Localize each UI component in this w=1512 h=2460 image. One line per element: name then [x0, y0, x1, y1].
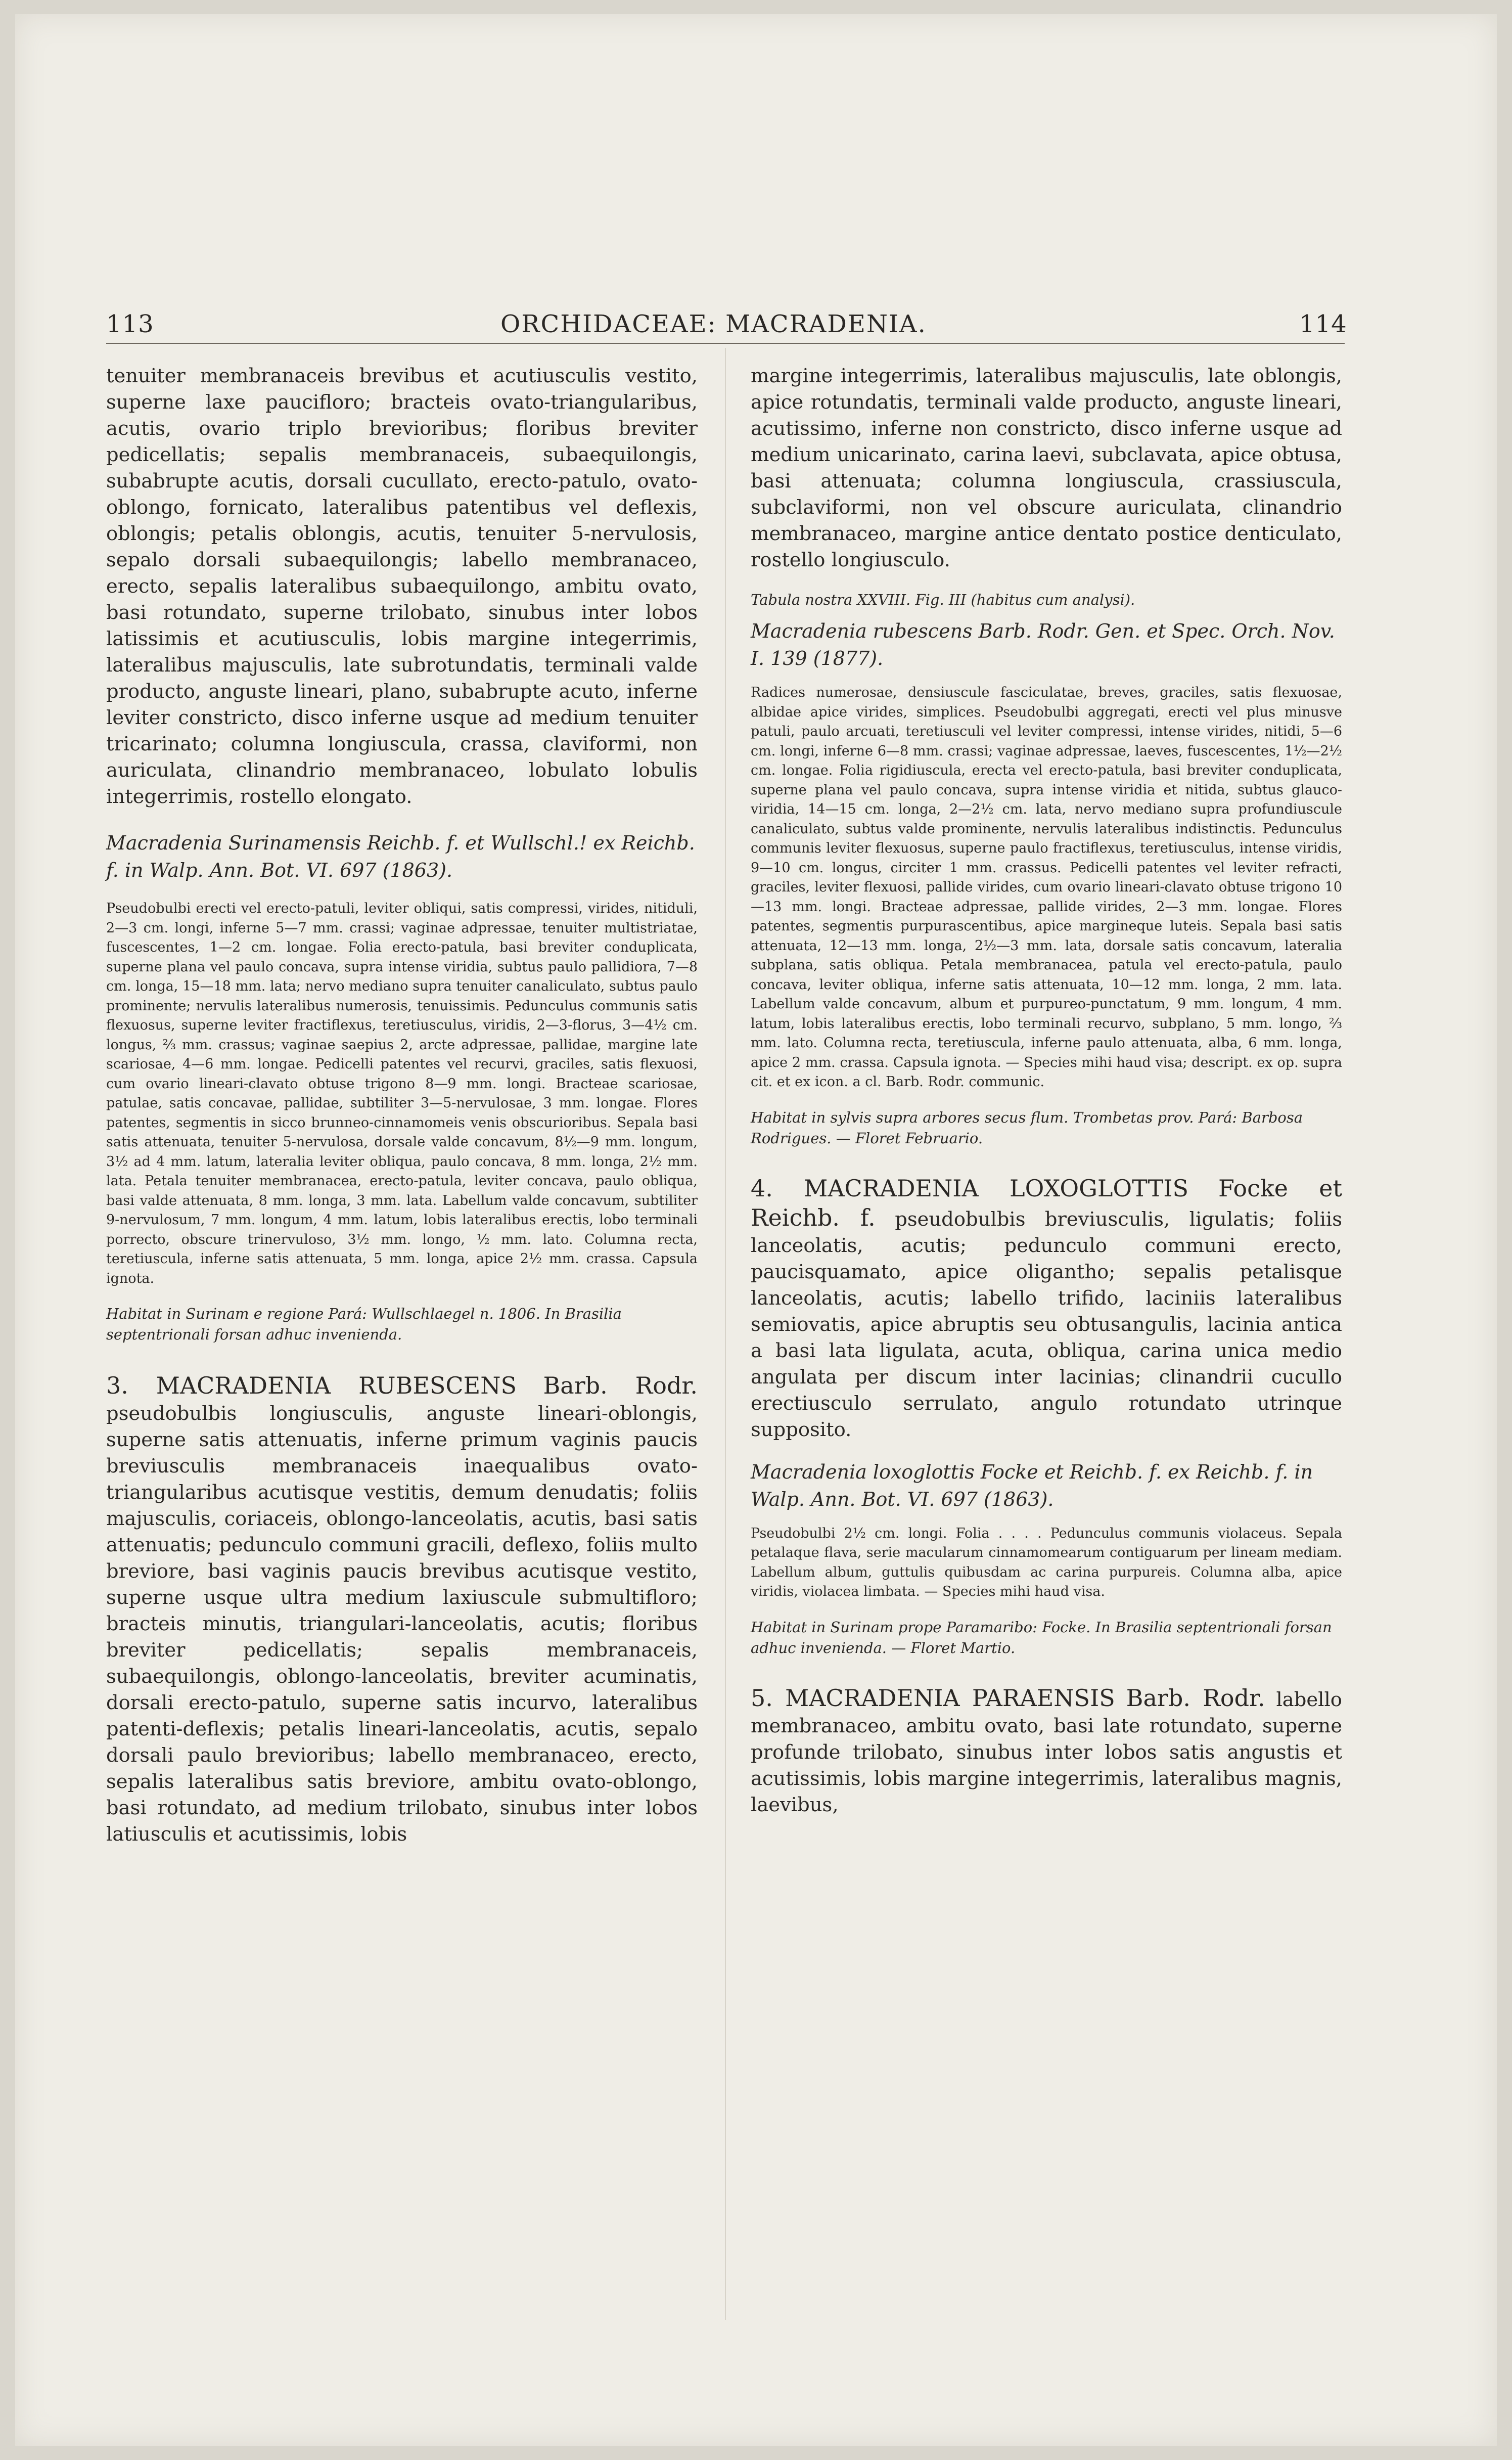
book-page	[15, 14, 1497, 2446]
right-page-number: 114	[1299, 310, 1347, 338]
species-5-diagnosis-text: labello membranaceo, ambitu ovato, basi late rotundato, superne profunde trilobato, sinubus inter lobos satis angustis et acutissimis, lobis margine integerrimis, lateralibus magnis, laevibus,	[751, 1688, 1342, 1816]
species-3-habitat: Habitat in sylvis supra arbores secus flum. Trombetas prov. Pará: Barbosa Rodrigues. — Floret Februario.	[751, 1108, 1303, 1147]
species-3-diagnosis	[106, 1371, 698, 1848]
left-column	[106, 363, 698, 1848]
species-3-description: Radices numerosae, densiuscule fasciculatae, breves, graciles, satis flexuosae, albidae apice virides, simplices. Pseudobulbi aggregati, erecti vel plus minusve patuli, paulo arcuati, teretiusculi vel leviter compressi, intense virides, nitidi, 5—6 cm. longi, inferne 6—8 mm. crassi; vaginae adpressae, laeves, fuscescentes, 1½—2½ cm. longae. Folia rigidiuscula, erecta vel erecto-patula, basi breviter conduplicata, superne plana vel paulo concava, supra intense viridia et nitida, subtus glauco-viridia, 14—15 cm. longa, 2—2½ cm. lata, nervo mediano supra profundiuscule canaliculato, subtus valde prominente, nervulis lateralibus indistinctis. Pedunculus communis leviter flexuosus, superne paulo fractiflexus, teretiusculus, intense viridis, 9—10 cm. longus, circiter 1 mm. crassus. Pedicelli patentes vel leviter refracti, graciles, leviter flexuosi, pallide virides, cum ovario lineari-clavato obtuse trigono 10—13 mm. longi. Bracteae adpressae, pallide virides, 2—3 mm. longae. Flores patentes, segmentis purpurascentibus, apice margineque luteis. Sepala basi satis attenuata, 12—13 mm. longa, 2½—3 mm. lata, dorsale satis concavum, lateralia subplana, satis obliqua. Petala membranacea, patula vel erecto-patula, paulo concava, leviter obliqua, inferne satis attenuata, 10—12 mm. longa, 2 mm. lata. Labellum valde concavum, album et purpureo-punctatum, 9 mm. longum, 4 mm. latum, lobis lateralibus erectis, lobo terminali recurvo, subplano, 5 mm. longo, ⅔ mm. lato. Columna recta, teretiuscula, inferne paulo attenuata, alba, 6 mm. longa, apice 2 mm. crassa. Capsula ignota. — Species mihi haud visa; descript. ex op. supra cit. et ex icon. a cl. Barb. Rodr. communic.	[751, 685, 1342, 1090]
left-page-number: 113	[106, 310, 154, 338]
species-4-diagnosis	[751, 1174, 1342, 1443]
species-5-diagnosis	[751, 1684, 1342, 1818]
species-2-citation: Macradenia Surinamensis Reichb. f. et Wullschl.! ex Reichb. f. in Walp. Ann. Bot. VI. 697 (1863).	[106, 832, 695, 881]
species-5-author: Barb. Rodr.	[1126, 1684, 1265, 1712]
species-4-habitat: Habitat in Surinam prope Paramaribo: Focke. In Brasilia septentrionali forsan adhuc invenienda. — Floret Martio.	[751, 1618, 1332, 1657]
species-2-description: Pseudobulbi erecti vel erecto-patuli, leviter obliqui, satis compressi, virides, nitiduli, 2—3 cm. longi, inferne 5—7 mm. crassi; vaginae adpressae, tenuiter multistriatae, fuscescentes, 1—2 cm. longae. Folia erecto-patula, basi breviter conduplicata, superne plana vel paulo concava, supra intense viridia, subtus paulo pallidiora, 7—8 cm. longa, 15—18 mm. lata; nervo mediano supra tenuiter canaliculato, subtus paulo prominente; nervulis lateralibus numerosis, tenuissimis. Pedunculus communis satis flexuosus, superne leviter fractiflexus, teretiusculus, viridis, 2—3-florus, 3—4½ cm. longus, ⅔ mm. crassus; vaginae saepius 2, arcte adpressae, pallidae, margine late scariosae, 4—6 mm. longae. Pedicelli patentes vel recurvi, graciles, satis flexuosi, cum ovario lineari-clavato obtuse trigono 8—9 mm. longi. Bracteae scariosae, patulae, satis concavae, pallidae, subtiliter 3—5-nervulosae, 3 mm. longae. Flores patentes, segmentis in sicco brunneo-cinnamomeis venis obscurioribus. Sepala basi satis attenuata, tenuiter 5-nervulosa, dorsale valde concavum, 8½—9 mm. longum, 3½ ad 4 mm. latum, lateralia leviter obliqua, paulo concava, 8 mm. longa, 2½ mm. lata. Petala tenuiter membranacea, erecto-patula, leviter concava, paulo obliqua, basi valde attenuata, 8 mm. longa, 3 mm. lata. Labellum valde concavum, subtiliter 9-nervulosum, 7 mm. longum, 4 mm. latum, lobis lateralibus erectis, lobo terminali porrecto, obscure trinervuloso, 3½ mm. longo, ½ mm. lato. Columna recta, teretiuscula, inferne satis attenuata, 5 mm. longa, apice 2½ mm. crassa. Capsula ignota.	[106, 901, 698, 1286]
species-3-author: Barb. Rodr.	[543, 1372, 698, 1399]
species-2-diagnosis-end: tenuiter membranaceis brevibus et acutiusculis vestito, superne laxe paucifloro; bracteis ovato-triangularibus, acutis, ovario triplo brevioribus; floribus breviter pedicellatis; sepalis membranaceis, subaequilongis, subabrupte acutis, dorsali cucullato, erecto-patulo, ovato-oblongo, fornicato, lateralibus patentibus vel deflexis, oblongis; petalis oblongis, acutis, tenuiter 5-nervulosis, sepalo dorsali subaequilongis; labello membranaceo, erecto, sepalis lateralibus subaequilongo, ambitu ovato, basi rotundato, superne trilobato, sinubus inter lobos latissimis et acutiusculis, lobis margine integerrimis, lateralibus majusculis, late subrotundatis, terminali valde producto, anguste lineari, plano, subabrupte acuto, inferne leviter constricto, disco inferne usque ad medium tenuiter tricarinato; columna longiuscula, crassa, claviformi, non auriculata, clinandrio membranaceo, lobulato lobulis integerrimis, rostello elongato.	[106, 365, 698, 808]
species-3-diagnosis-end: margine integerrimis, lateralibus majusculis, late oblongis, apice rotundatis, terminali valde producto, anguste lineari, acutissimo, inferne non constricto, disco inferne usque ad medium unicarinato, carina laevi, subclavata, apice obtusa, basi attenuata; columna longiuscula, crassiuscula, subclaviformi, non vel obscure auriculata, clinandrio membranaceo, margine antice dentato postice denticulato, rostello longiusculo.	[751, 365, 1342, 571]
column-separator	[725, 348, 726, 2320]
species-4-author: Focke et Reichb. f.	[751, 1174, 1342, 1231]
species-4-diagnosis-text: pseudobulbis breviusculis, ligulatis; foliis lanceolatis, acutis; pedunculo communi erecto, paucisquamato, apice oligantho; sepalis petalisque lanceolatis, acutis; labello trifido, laciniis lateralibus semiovatis, apice abruptis seu obtusangulis, lacinia antica a basi lata ligulata, acuta, obliqua, carina unica medio angulata per discum inter lacinias; clinandrii cucullo erectiusculo serrulato, angulo rotundato utrinque supposito.	[751, 1207, 1342, 1441]
running-title: ORCHIDACEAE: MACRADENIA.	[500, 310, 927, 338]
species-5-heading: 5. MACRADENIA PARAENSIS	[751, 1684, 1115, 1712]
species-4-citation: Macradenia loxoglottis Focke et Reichb. f. ex Reichb. f. in Walp. Ann. Bot. VI. 697 (1863).	[751, 1460, 1313, 1510]
right-column	[751, 363, 1342, 1818]
plate-reference: Tabula nostra XXVIII. Fig. III (habitus cum analysi).	[751, 591, 1135, 608]
species-4-description: Pseudobulbi 2½ cm. longi. Folia . . . . Pedunculus communis violaceus. Sepala petalaque flava, serie macularum cinnamomearum contiguarum per lineam mediam. Labellum album, guttulis quibusdam ac carina purpureis. Columna alba, apice viridis, violacea limbata. — Species mihi haud visa.	[751, 1525, 1342, 1599]
species-3-citation: Macradenia rubescens Barb. Rodr. Gen. et Spec. Orch. Nov. I. 139 (1877).	[751, 620, 1335, 669]
species-3-heading: 3. MACRADENIA RUBESCENS	[106, 1372, 517, 1399]
species-2-habitat: Habitat in Surinam e regione Pará: Wullschlaegel n. 1806. In Brasilia septentrionali forsan adhuc invenienda.	[106, 1305, 622, 1343]
species-4-heading: 4. MACRADENIA LOXOGLOTTIS	[751, 1174, 1189, 1202]
header-rule	[106, 343, 1345, 344]
species-3-diagnosis-text: pseudobulbis longiusculis, anguste lineari-oblongis, superne satis attenuatis, inferne primum vaginis paucis breviusculis membranaceis inaequalibus ovato-triangularibus acutisque vestitis, demum denudatis; foliis majusculis, coriaceis, oblongo-lanceolatis, acutis, basi satis attenuatis; pedunculo communi gracili, deflexo, foliis multo breviore, basi vaginis paucis brevibus acutisque vestito, superne usque ultra medium laxiuscule submultifloro; bracteis minutis, triangulari-lanceolatis, acutis; floribus breviter pedicellatis; sepalis membranaceis, subaequilongis, oblongo-lanceolatis, breviter acuminatis, dorsali erecto-patulo, superne satis incurvo, lateralibus patenti-deflexis; petalis lineari-lanceolatis, acutis, sepalo dorsali paulo brevioribus; labello membranaceo, erecto, sepalis lateralibus satis breviore, ambitu ovato-oblongo, basi rotundato, ad medium trilobato, sinubus inter lobos latiusculis et acutissimis, lobis	[106, 1402, 698, 1846]
